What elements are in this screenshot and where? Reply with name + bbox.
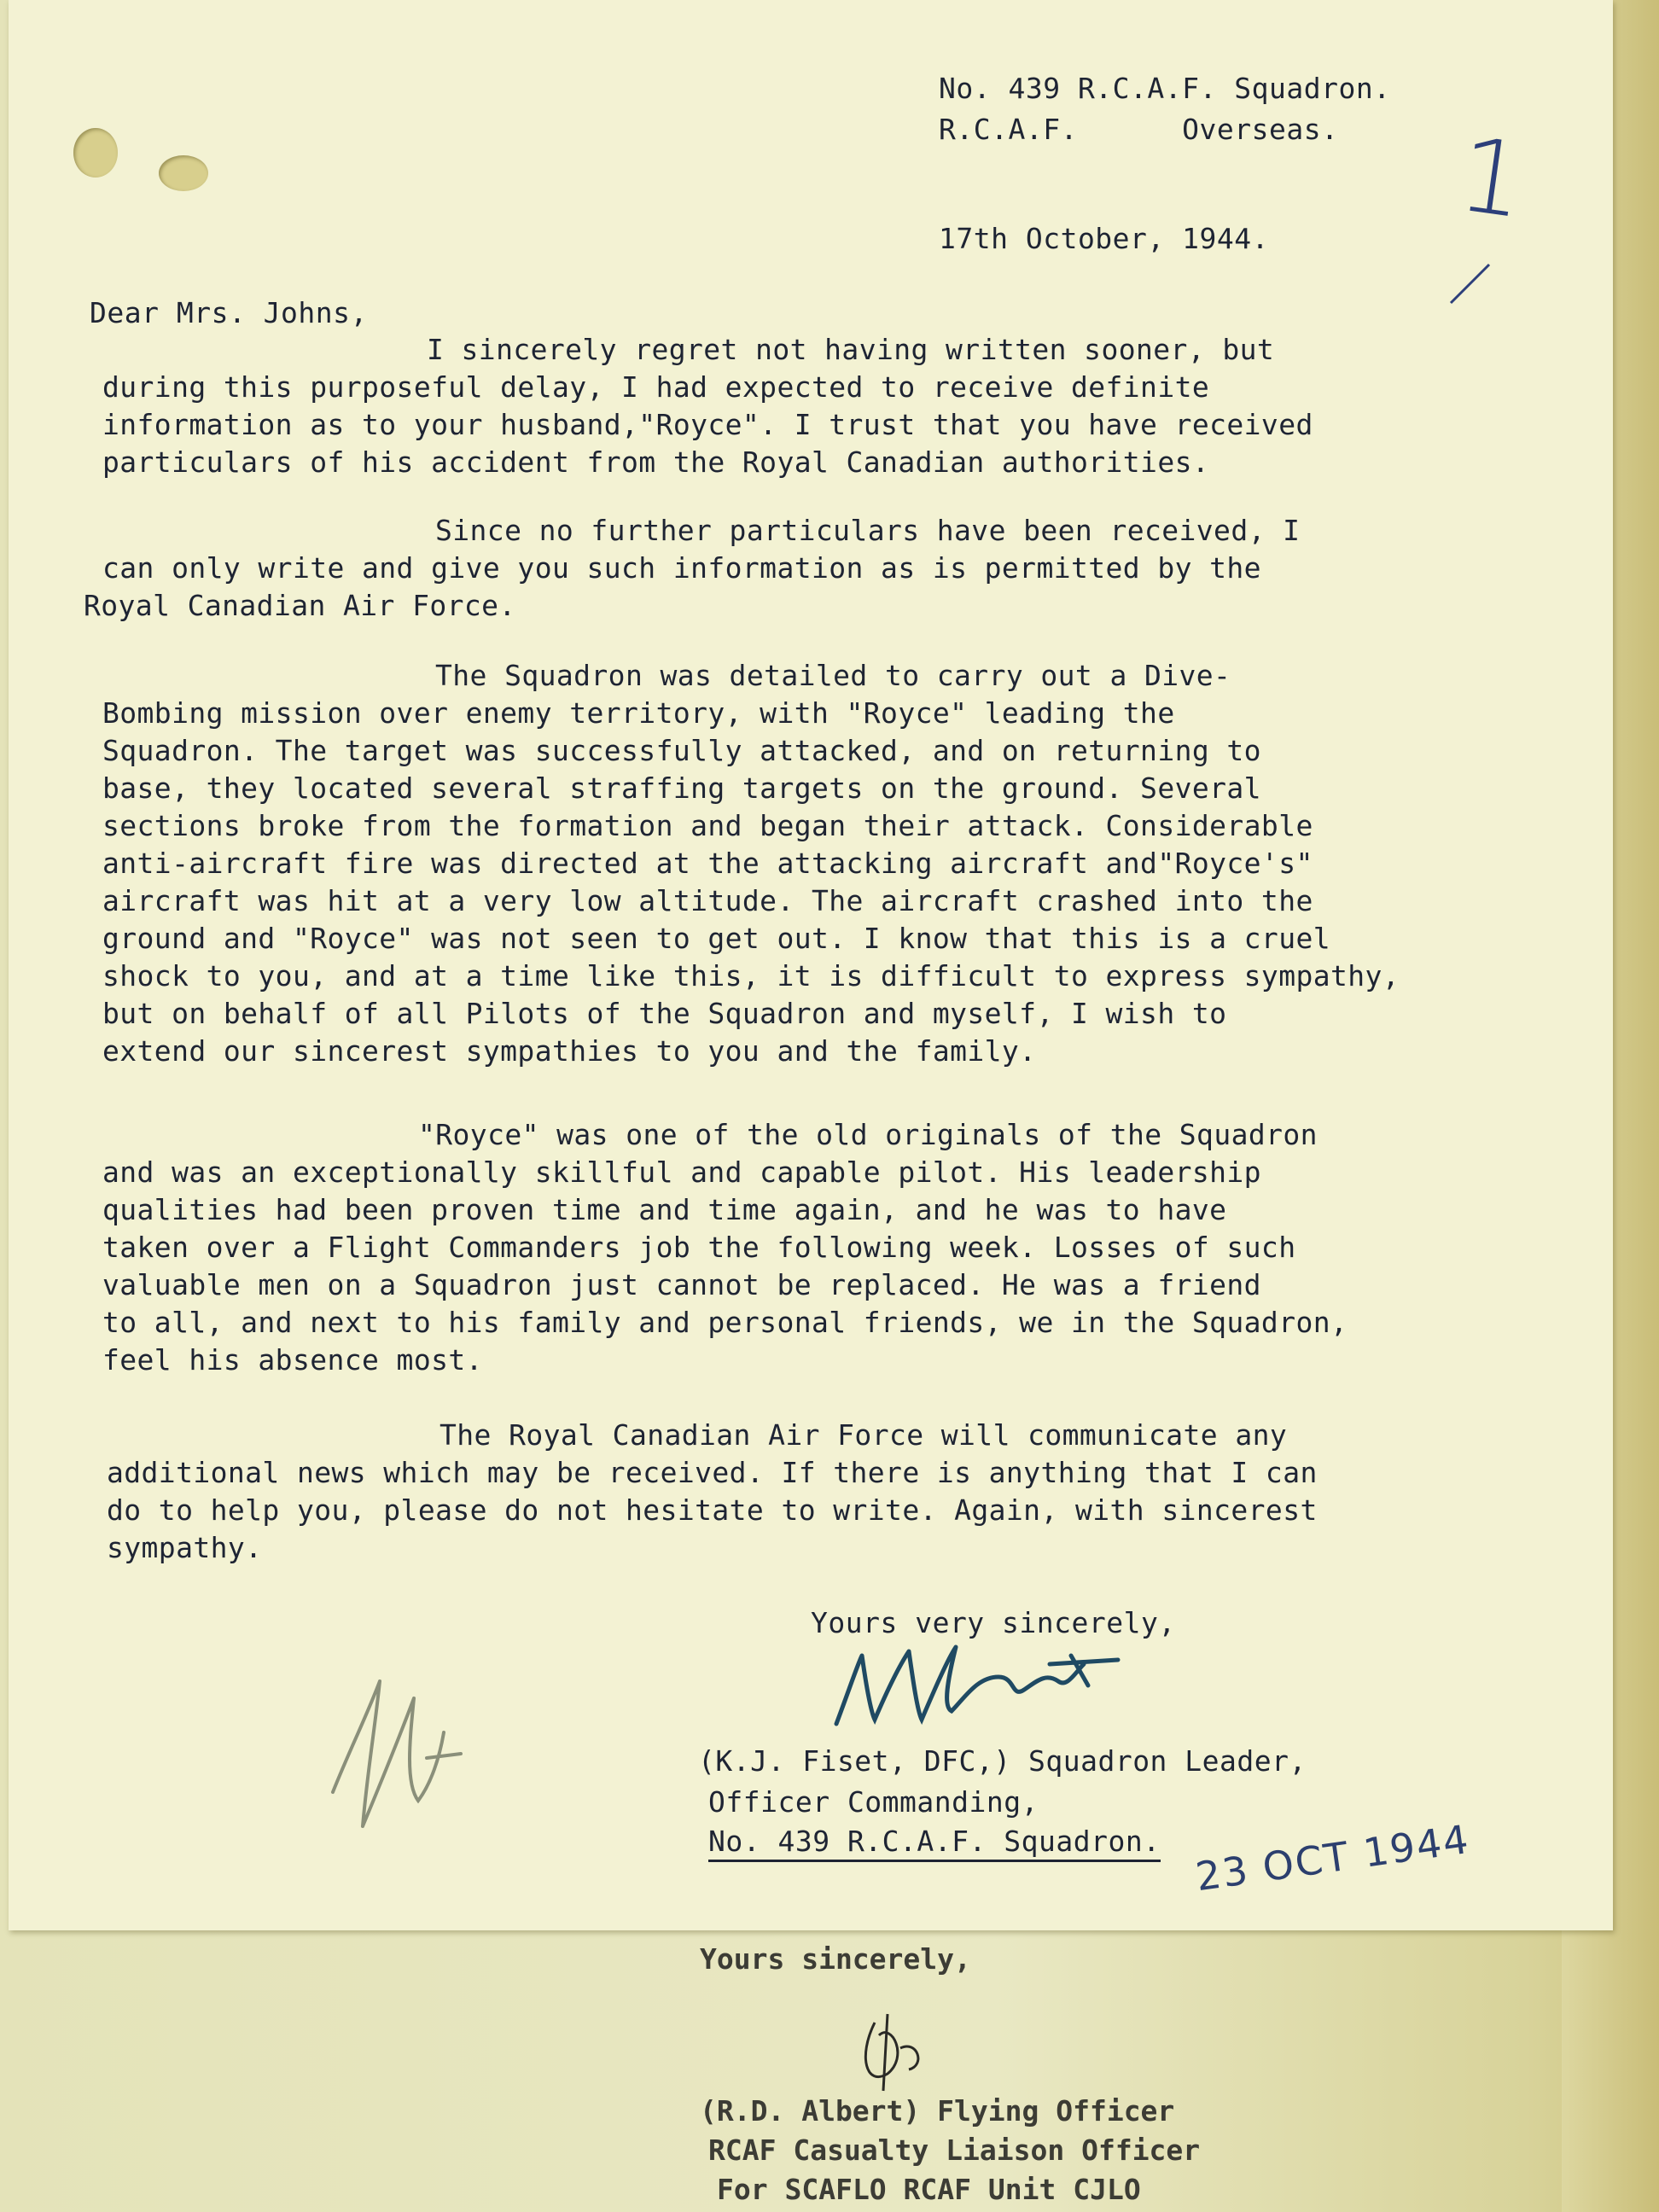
letter-date: 17th October, 1944. bbox=[939, 222, 1269, 255]
punch-hole bbox=[159, 155, 208, 191]
paragraph-4 bbox=[102, 1116, 1434, 1379]
paragraph-line: do to help you, please do not hesitate to write. Again, with sincerest bbox=[107, 1493, 1318, 1527]
paragraph-line: during this purposeful delay, I had expected to receive definite bbox=[102, 370, 1210, 404]
underlying-signature bbox=[841, 2005, 943, 2099]
paragraph-line: additional news which may be received. If there is anything that I can bbox=[107, 1456, 1318, 1489]
paragraph-line: "Royce" was one of the old originals of the Squadron bbox=[418, 1118, 1318, 1151]
paragraph-line: to all, and next to his family and personal friends, we in the Squadron, bbox=[102, 1306, 1348, 1339]
paragraph-line: base, they located several straffing targets on the ground. Several bbox=[102, 771, 1261, 805]
signer-unit-text: No. 439 R.C.A.F. Squadron. bbox=[708, 1825, 1161, 1862]
underlying-signer-name: (R.D. Albert) Flying Officer bbox=[700, 2094, 1175, 2128]
pen-tick bbox=[1451, 256, 1502, 307]
received-date-stamp: 23 OCT 1944 bbox=[1192, 1815, 1473, 1901]
signer-name: (K.J. Fiset, DFC,) Squadron Leader, bbox=[698, 1744, 1307, 1778]
paragraph-3 bbox=[102, 657, 1434, 1070]
paragraph-line: can only write and give you such information as is permitted by the bbox=[102, 551, 1261, 585]
pencil-initials bbox=[316, 1656, 469, 1843]
paragraph-line: Bombing mission over enemy territory, with "Royce" leading the bbox=[102, 696, 1175, 730]
paragraph-1 bbox=[102, 331, 1434, 481]
paragraph-line: sections broke from the formation and began their attack. Considerable bbox=[102, 809, 1313, 842]
punch-hole bbox=[73, 128, 118, 178]
paragraph-line: I sincerely regret not having written sooner, but bbox=[427, 333, 1275, 366]
paragraph-line: anti-aircraft fire was directed at the attacking aircraft and"Royce's" bbox=[102, 847, 1313, 880]
paragraph-line: Royal Canadian Air Force. bbox=[84, 589, 516, 622]
paragraph-line: taken over a Flight Commanders job the following week. Losses of such bbox=[102, 1231, 1296, 1264]
paragraph-line: ground and "Royce" was not seen to get out. I know that this is a cruel bbox=[102, 922, 1331, 955]
underlying-signer-title: RCAF Casualty Liaison Officer bbox=[708, 2133, 1201, 2167]
letterhead-unit: No. 439 R.C.A.F. Squadron. bbox=[939, 72, 1391, 105]
paragraph-line: feel his absence most. bbox=[102, 1343, 483, 1377]
paragraph-line: valuable men on a Squadron just cannot be replaced. He was a friend bbox=[102, 1268, 1261, 1301]
underlying-closing: Yours sincerely, bbox=[700, 1942, 971, 1976]
paragraph-line: aircraft was hit at a very low altitude. The aircraft crashed into the bbox=[102, 884, 1313, 917]
salutation: Dear Mrs. Johns, bbox=[90, 296, 368, 329]
signer-title: Officer Commanding, bbox=[708, 1785, 1039, 1819]
paragraph-line: The Royal Canadian Air Force will communicate any bbox=[439, 1418, 1288, 1452]
paragraph-line: but on behalf of all Pilots of the Squadron and myself, I wish to bbox=[102, 997, 1227, 1030]
signer-unit bbox=[708, 1823, 1161, 1860]
closing: Yours very sincerely, bbox=[811, 1606, 1176, 1639]
paragraph-line: qualities had been proven time and time again, and he was to have bbox=[102, 1193, 1227, 1226]
paragraph-line: shock to you, and at a time like this, it is difficult to express sympathy, bbox=[102, 959, 1400, 992]
signature bbox=[828, 1639, 1152, 1741]
paragraph-line: sympathy. bbox=[107, 1531, 263, 1564]
paragraph-line: extend our sincerest sympathies to you and the family. bbox=[102, 1034, 1037, 1068]
paragraph-line: Squadron. The target was successfully attacked, and on returning to bbox=[102, 734, 1261, 767]
letter-sheet bbox=[9, 0, 1613, 1930]
paragraph-line: particulars of his accident from the Royal Canadian authorities. bbox=[102, 445, 1210, 479]
page-number-mark: 1 bbox=[1451, 115, 1533, 242]
paragraph-5 bbox=[107, 1417, 1438, 1567]
paragraph-line: The Squadron was detailed to carry out a Dive- bbox=[435, 659, 1231, 692]
paragraph-line: Since no further particulars have been received, I bbox=[435, 514, 1301, 547]
paragraph-2 bbox=[84, 512, 1434, 625]
underlying-signer-unit: For SCAFLO RCAF Unit CJLO bbox=[717, 2173, 1141, 2206]
paragraph-line: and was an exceptionally skillful and capable pilot. His leadership bbox=[102, 1155, 1261, 1189]
paragraph-line: information as to your husband,"Royce". I trust that you have received bbox=[102, 408, 1313, 441]
letterhead-location: R.C.A.F. Overseas. bbox=[939, 113, 1339, 146]
